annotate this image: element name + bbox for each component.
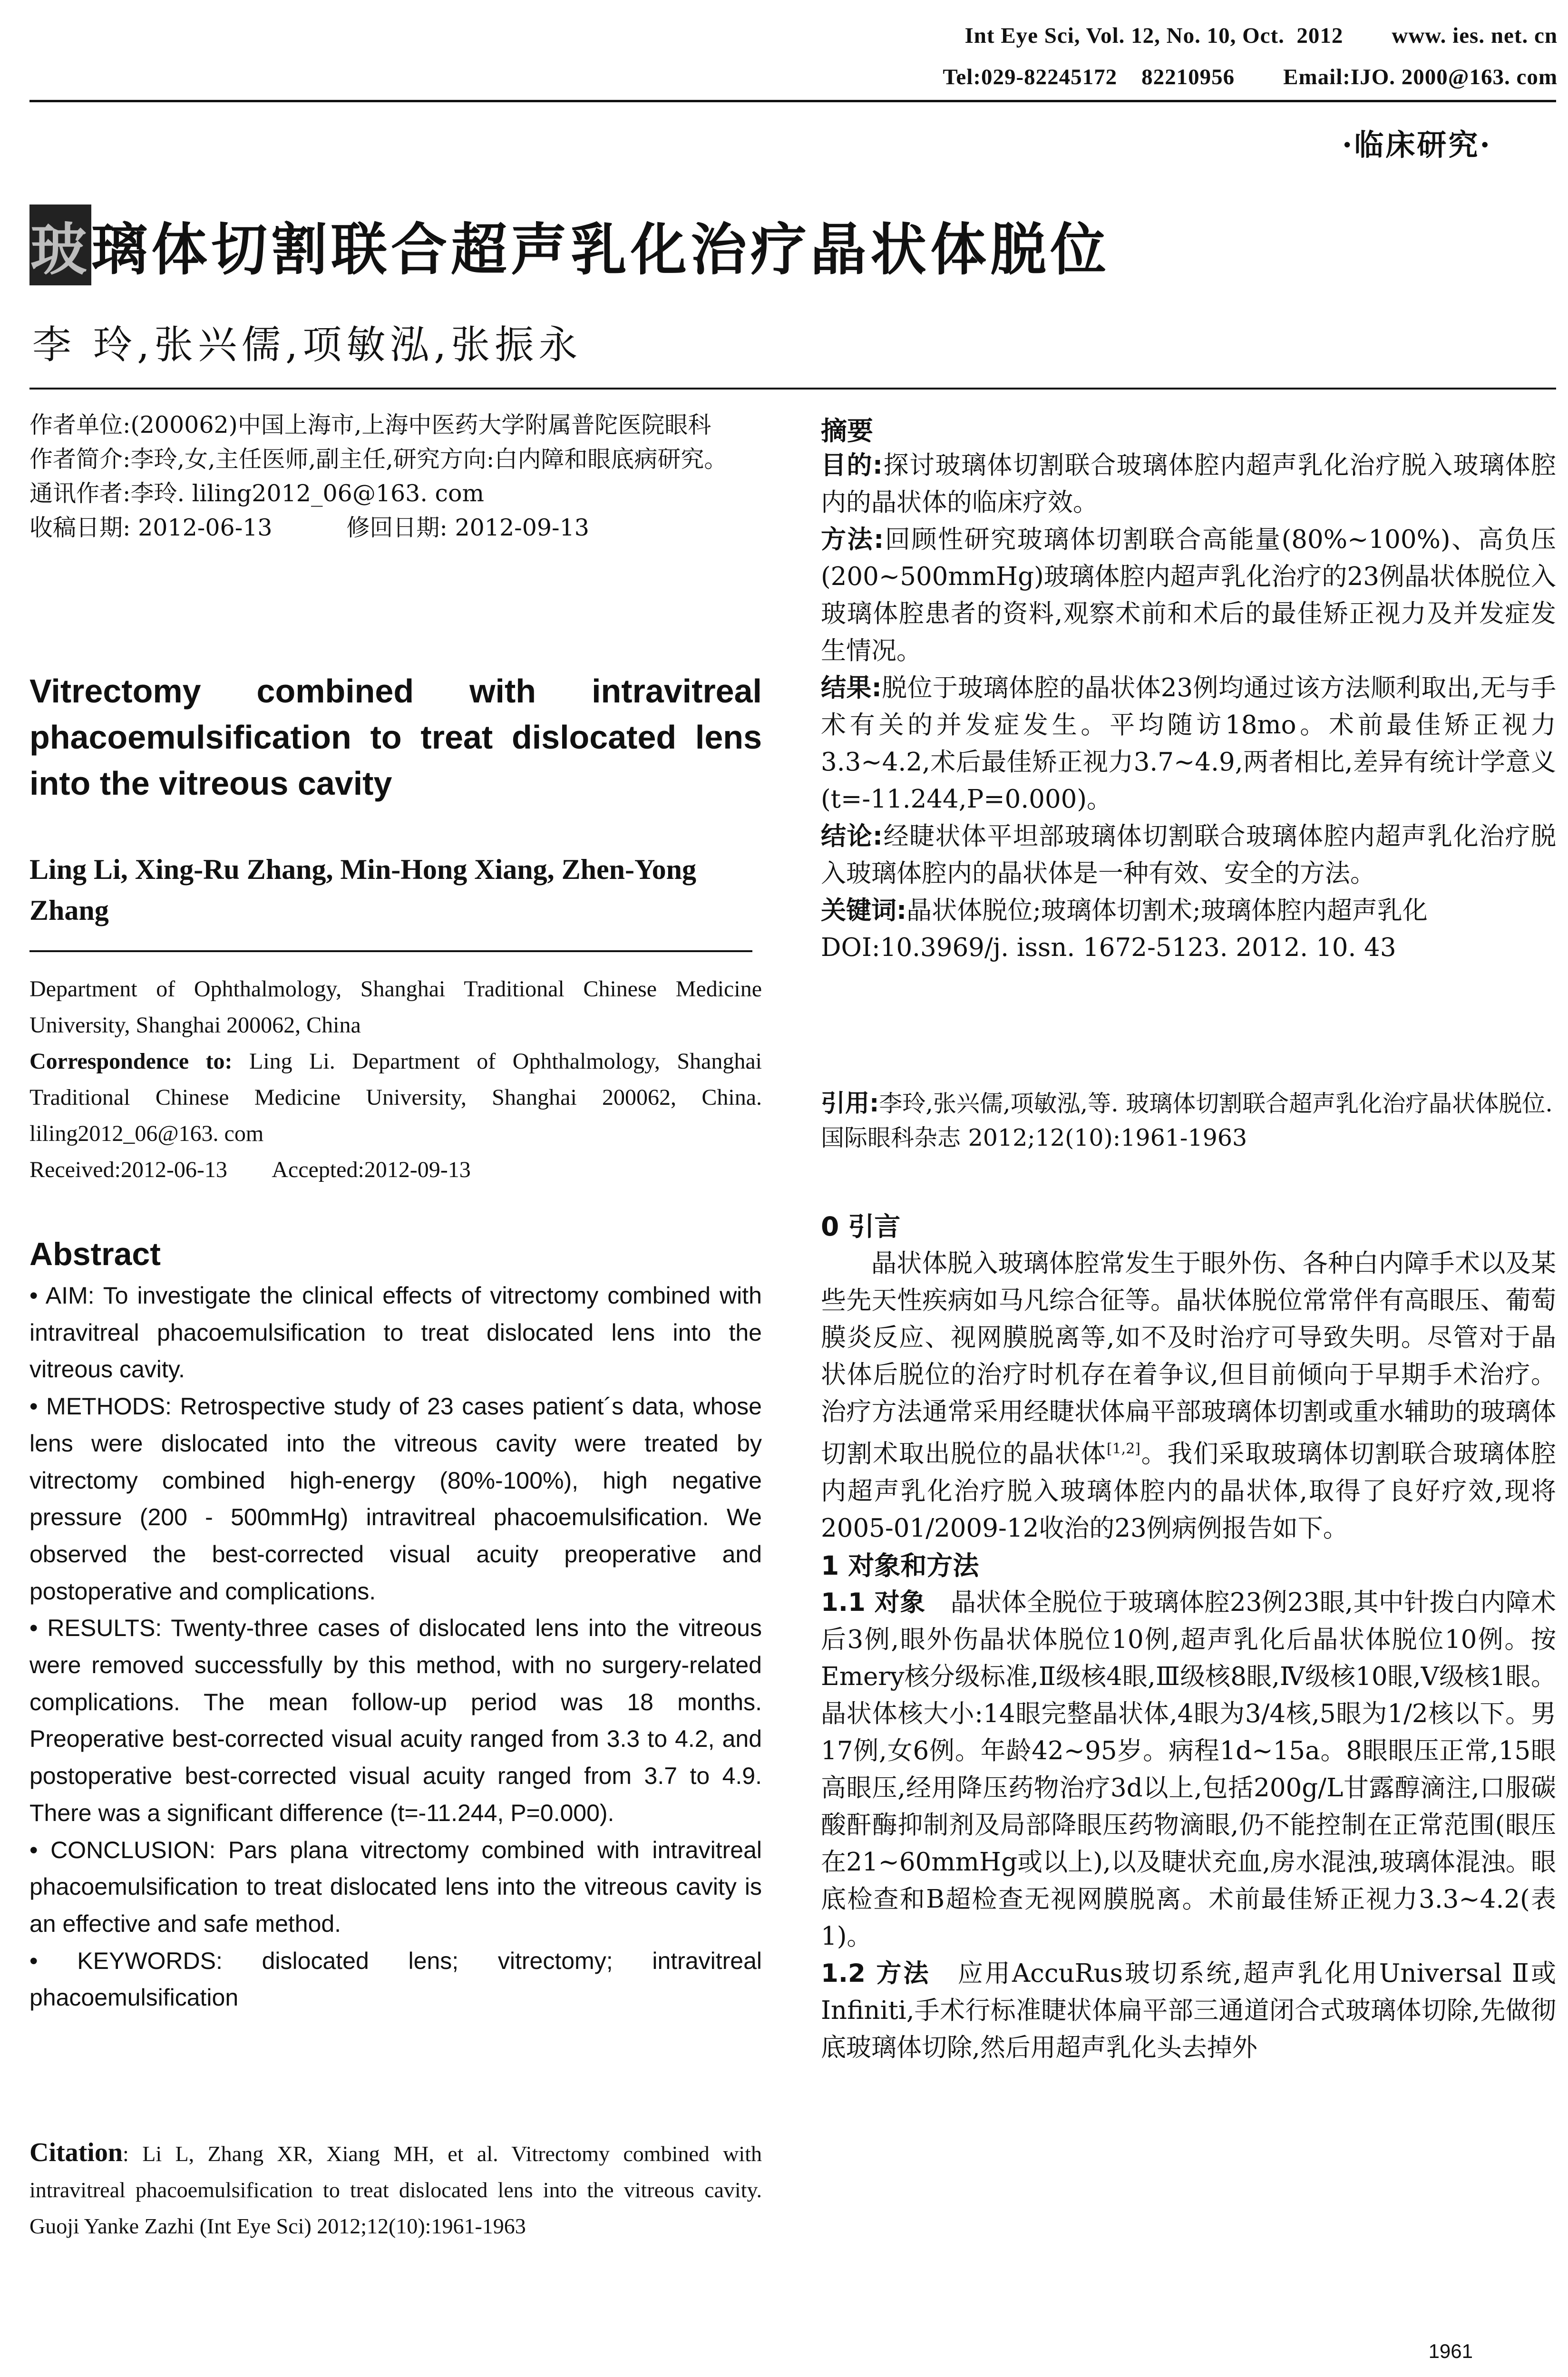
intro-heading: 0 引言 [821,1211,901,1242]
english-dates: Received:2012-06-13 Accepted:2012-09-13 [29,1157,471,1182]
corresponding-author: 通讯作者:李玲. liling2012_06@163. com [29,480,484,507]
chinese-abstract [821,447,1556,966]
abstract-aim: • AIM: To investigate the clinical effects of vitrectomy combined with intravitreal phacoemulsification to treat dislocated lens into the vitreous cavity. [29,1282,762,1383]
english-abstract [29,1277,762,2017]
english-title: Vitrectomy combined with intravitreal phacoemulsification to treat dislocated lens into the vitreous cavity [29,672,762,802]
cn-methods [821,521,1556,670]
received-dates: 收稿日期: 2012-06-13 修回日期: 2012-09-13 [29,514,589,541]
article-title [29,205,1110,285]
intro-tail: 。我们采取玻璃体切割联合玻璃体腔内超声乳化治疗脱入玻璃体腔内的晶状体,取得了良好疗效,现将2005-01/2009-12收治的23例病例报告如下。 [821,1439,1556,1543]
author-unit: 作者单位:(200062)中国上海市,上海中医药大学附属普陀医院眼科 [29,411,711,438]
cn-conclusion [821,818,1556,892]
correspondence [29,1043,762,1152]
correspondence-label: Correspondence to: [29,1049,233,1074]
intro-ref: [1,2] [1106,1441,1140,1457]
citation-label: Citation [29,2138,123,2167]
header-divider [29,100,1556,102]
section-1-1 [821,1584,1556,1955]
cn-aim-text: 探讨玻璃体切割联合玻璃体腔内超声乳化治疗脱入玻璃体腔内的晶状体的临床疗效。 [821,451,1556,517]
department: Department of Ophthalmology, Shanghai Traditional Chinese Medicine University, Shanghai 200062, China [29,976,762,1038]
english-affiliation [29,971,762,1188]
authors-chinese: 李 玲,张兴儒,项敏泓,张振永 [32,322,583,368]
citation [29,2134,762,2244]
authors-divider [29,950,752,952]
cn-methods-label: 方法: [821,525,884,554]
abstract-methods: • METHODS: Retrospective study of 23 cases patient´s data, whose lens were dislocated into the vitreous cavity were treated by vitrectomy combined high-energy (80%-100%), high negative pressure (200 - 500mmHg) intravitreal phacoemulsification. We observed the best-corrected visual acuity preoperative and postoperative and complications. [29,1393,762,1605]
cn-keywords-text: 晶状体脱位;玻璃体切割术;玻璃体腔内超声乳化 [906,896,1428,925]
title-divider [29,388,1556,390]
section-1-1-text: 晶状体全脱位于玻璃体腔23例23眼,其中针拨白内障术后3例,眼外伤晶状体脱位10例,超声乳化后晶状体脱位10例。按Emery核分级标准,Ⅱ级核4眼,Ⅲ级核8眼,Ⅳ级核10眼,Ⅴ级核1眼。晶状体核大小:14眼完整晶状体,4眼为3/4核,5眼为1/2核以下。男17例,女6例。年龄42~95岁。病程1d~15a。8眼眼压正常,15眼高眼压,经用降压药物治疗3d以上,包括200g/L甘露醇滴注,口服碳酸酐酶抑制剂及局部降眼压药物滴眼,仍不能控制在正常范围(眼压在21~60mmHg或以上),以及睫状充血,房水混浊,玻璃体混浊。眼底检查和B超检查无视网膜脱离。术前最佳矫正视力3.3~4.2(表1)。 [821,1588,1556,1951]
cn-citation [821,1087,1556,1155]
page-number: 1961 [1428,2340,1473,2362]
chinese-abstract-heading: 摘要 [821,416,874,446]
cn-results-text: 脱位于玻璃体腔的晶状体23例均通过该方法顺利取出,无与手术有关的并发症发生。平均随访18mo。术前最佳矫正视力3.3~4.2,术后最佳矫正视力3.7~4.9,两者相比,差异有统计学意义(t=-11.244,P=0.000)。 [821,673,1556,814]
abstract-keywords: • KEYWORDS: dislocated lens; vitrectomy; intravitreal phacoemulsification [29,1947,762,2011]
cn-conclusion-text: 经睫状体平坦部玻璃体切割联合玻璃体腔内超声乳化治疗脱入玻璃体腔内的晶状体是一种有效、安全的方法。 [821,822,1556,888]
methods-heading: 1 对象和方法 [821,1550,979,1581]
cn-results [821,670,1556,818]
section-1-2-label: 1.2 方法 [821,1958,931,1988]
cn-keywords [821,892,1556,929]
cn-results-label: 结果: [821,673,882,702]
author-bio: 作者简介:李玲,女,主任医师,副主任,研究方向:白内障和眼底病研究。 [29,446,728,473]
intro-paragraph [821,1245,1556,1547]
english-authors: Ling Li, Xing-Ru Zhang, Min-Hong Xiang, Zhen-Yong Zhang [29,854,697,926]
abstract-heading: Abstract [29,1236,161,1272]
intro-text: 晶状体脱入玻璃体腔常发生于眼外伤、各种白内障手术以及某些先天性疾病如马凡综合征等。晶状体脱位常常伴有高眼压、葡萄膜炎反应、视网膜脱离等,如不及时治疗可导致失明。尽管对于晶状体后脱位的治疗时机存在着争议,但目前倾向于早期手术治疗。治疗方法通常采用经睫状体扁平部玻璃体切割或重水辅助的玻璃体切割术取出脱位的晶状体 [821,1249,1556,1469]
article-body [821,1208,1556,2066]
cn-keywords-label: 关键词: [821,896,907,925]
section-1-2 [821,1955,1556,2066]
cn-doi: DOI:10.3969/j. issn. 1672-5123. 2012. 10. 43 [821,933,1396,962]
title-rest: 璃体切割联合超声乳化治疗晶状体脱位 [91,217,1110,283]
cn-citation-label: 引用: [821,1090,879,1118]
section-1-2-text: 应用AccuRus玻切系统,超声乳化用Universal Ⅱ或Infiniti,手术行标准睫状体扁平部三通道闭合式玻璃体切除,先做彻底玻璃体切除,然后用超声乳化头去掉外 [821,1958,1556,2062]
correspondence-text: Ling Li. Department of Ophthalmology, Shanghai Traditional Chinese Medicine University, Shanghai 200062, China. liling2012_06@163. com [29,1049,762,1146]
cn-aim-label: 目的: [821,451,883,480]
cn-conclusion-label: 结论: [821,822,883,851]
cn-citation-text: 李玲,张兴儒,项敏泓,等. 玻璃体切割联合超声乳化治疗晶状体脱位. 国际眼科杂志 2012;12(10):1961-1963 [821,1090,1553,1151]
cn-aim [821,447,1556,521]
cn-methods-text: 回顾性研究玻璃体切割联合高能量(80%~100%)、高负压(200~500mmHg)玻璃体腔内超声乳化治疗的23例晶状体脱位入玻璃体腔患者的资料,观察术前和术后的最佳矫正视力及并发症发生情况。 [821,525,1556,665]
author-info [29,408,762,545]
section-1-1-label: 1.1 对象 [821,1588,925,1617]
abstract-results: • RESULTS: Twenty-three cases of dislocated lens into the vitreous were removed successfully by this method, with no surgery-related complications. The mean follow-up period was 18 months. Preoperative best-corrected visual acuity ranged from 3.3 to 4.2, and postoperative best-corrected visual acuity ranged from 3.7 to 4.9. There was a significant difference (t=-11.244, P=0.000). [29,1615,762,1826]
title-first-char: 玻 [29,205,91,285]
section-tag: ·临床研究· [1342,127,1492,162]
abstract-conclusion: • CONCLUSION: Pars plana vitrectomy combined with intravitreal phacoemulsification to treat dislocated lens into the vitreous cavity is an effective and safe method. [29,1836,762,1937]
journal-header-line2: Tel:029-82245172 82210956 Email:IJO. 2000@163. com [943,65,1558,89]
journal-header-line1: Int Eye Sci, Vol. 12, No. 10, Oct. 2012 www. ies. net. cn [964,23,1558,48]
citation-text: : Li L, Zhang XR, Xiang MH, et al. Vitrectomy combined with intravitreal phacoemulsification to treat dislocated lens into the vitreous cavity. Guoji Yanke Zazhi (Int Eye Sci) 2012;12(10):1961-1963 [29,2142,762,2238]
